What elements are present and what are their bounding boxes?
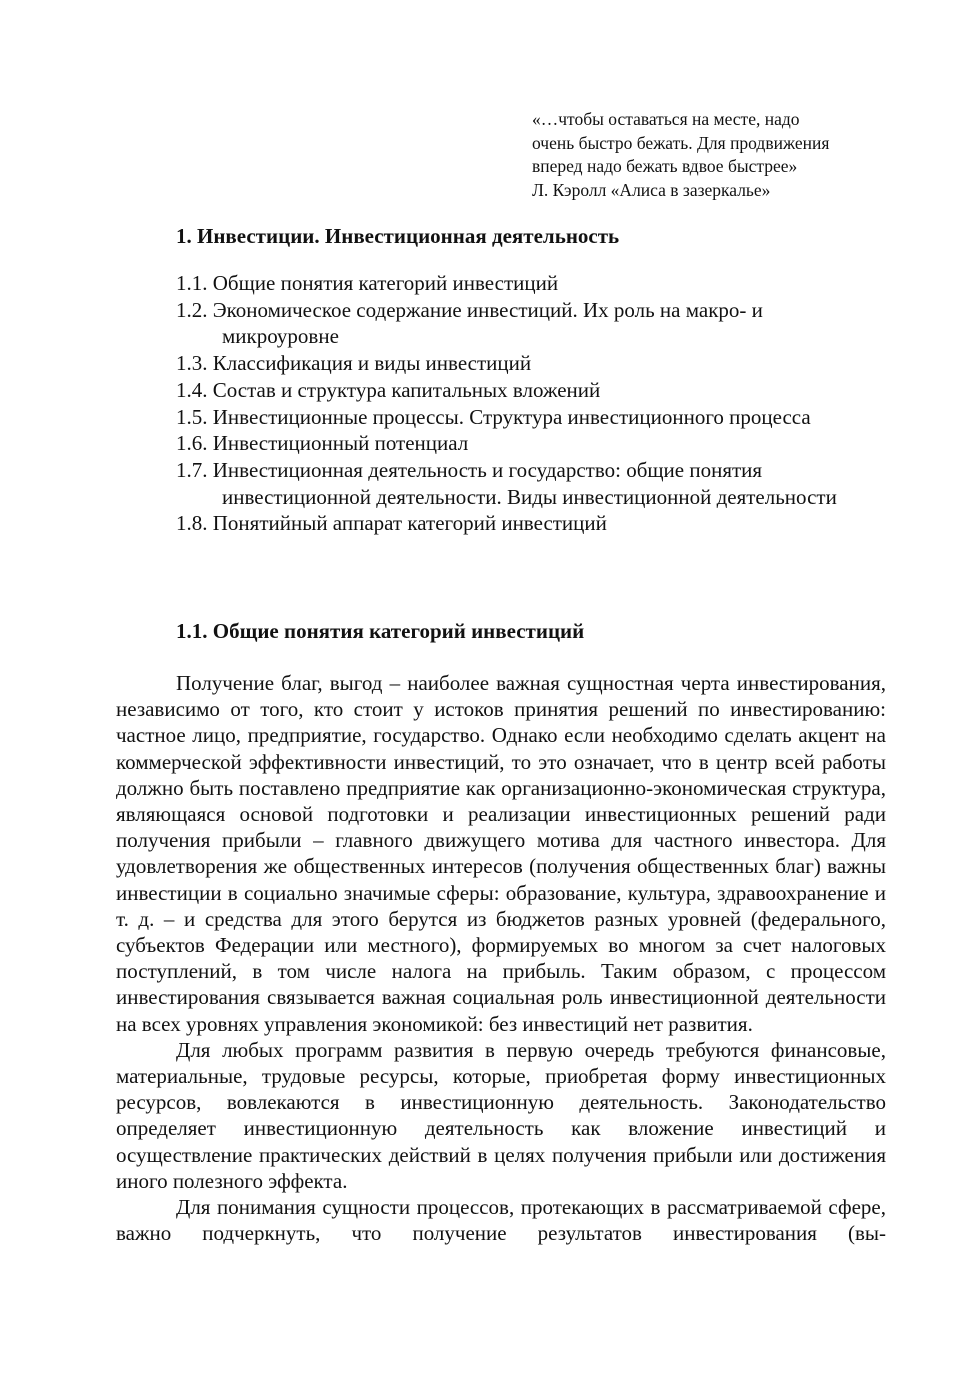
- toc-item: 1.7. Инвестиционная деятельность и государство: общие понятия инвестиционной деятельности. Виды инвестиционной деятельности: [176, 457, 837, 509]
- epigraph: [532, 108, 952, 202]
- epigraph-line: «…чтобы оставаться на месте, надо: [532, 109, 800, 129]
- toc-item: 1.8. Понятийный аппарат категорий инвестиций: [176, 511, 607, 536]
- toc-item: 1.5. Инвестиционные процессы. Структура инвестиционного процесса: [176, 404, 811, 429]
- epigraph-line: вперед надо бежать вдвое быстрее»: [532, 156, 798, 176]
- toc-item: 1.1. Общие понятия категорий инвестиций: [176, 271, 559, 295]
- body-text: [116, 670, 886, 1246]
- body-paragraph: Для любых программ развития в первую очередь требуются финансовые, материальные, трудовые ресурсы, которые, приобретая форму инвестиционных ресурсов, вовлекаются в инвестиционную деятельность. Законодательство определяет инвестиционную деятельность как вложение инвестиций и осуществление практических действий в целях получения прибыли или достижения иного полезного эффекта.: [116, 1037, 886, 1193]
- chapter-title: 1. Инвестиции. Инвестиционная деятельность: [176, 224, 620, 248]
- toc-item: 1.3. Классификация и виды инвестиций: [176, 351, 532, 376]
- toc-item: 1.2. Экономическое содержание инвестиций. Их роль на макро- и микроуровне: [176, 297, 763, 349]
- body-paragraph: Для понимания сущности процессов, протекающих в рассматриваемой сфере, важно подчеркнуть, что получение результатов инвестирования (вы-: [116, 1195, 886, 1246]
- table-of-contents: [176, 270, 876, 537]
- epigraph-line: очень быстро бежать. Для продвижения: [532, 132, 830, 153]
- toc-item: 1.4. Состав и структура капитальных вложений: [176, 377, 601, 402]
- body-paragraph: Получение благ, выгод – наиболее важная сущностная черта инвестирования, независимо от того, кто стоит у истоков принятия решений по инвестированию: частное лицо, предприятие, государство. Однако если необходимо сделать акцент на коммерческой эффективности инвестиций, то это означает, что в центр всей работы должно быть поставлено предприятие как организационно-экономическая структура, являющаяся основой подготовки и реализации инвестиционных решений ради получения прибыли – главного движущего мотива для частного инвестора. Для удовлетворения же общественных интересов (получения общественных благ) важны инвестиции в социально значимые сферы: образование, культура, здравоохранение и т. д. – и средства для этого берутся из бюджетов разных уровней (федерального, субъектов Федерации или местного), формируемых во многом за счет налоговых поступлений, в том числе налога на прибыль. Таким образом, с процессом инвестирования связывается важная социальная роль инвестиционной деятельности на всех уровнях управления экономикой: без инвестиций нет развития.: [116, 671, 886, 1036]
- toc-item: 1.6. Инвестиционный потенциал: [176, 431, 469, 456]
- section-title: 1.1. Общие понятия категорий инвестиций: [176, 619, 585, 643]
- epigraph-attribution: Л. Кэролл «Алиса в зазеркалье»: [532, 179, 771, 200]
